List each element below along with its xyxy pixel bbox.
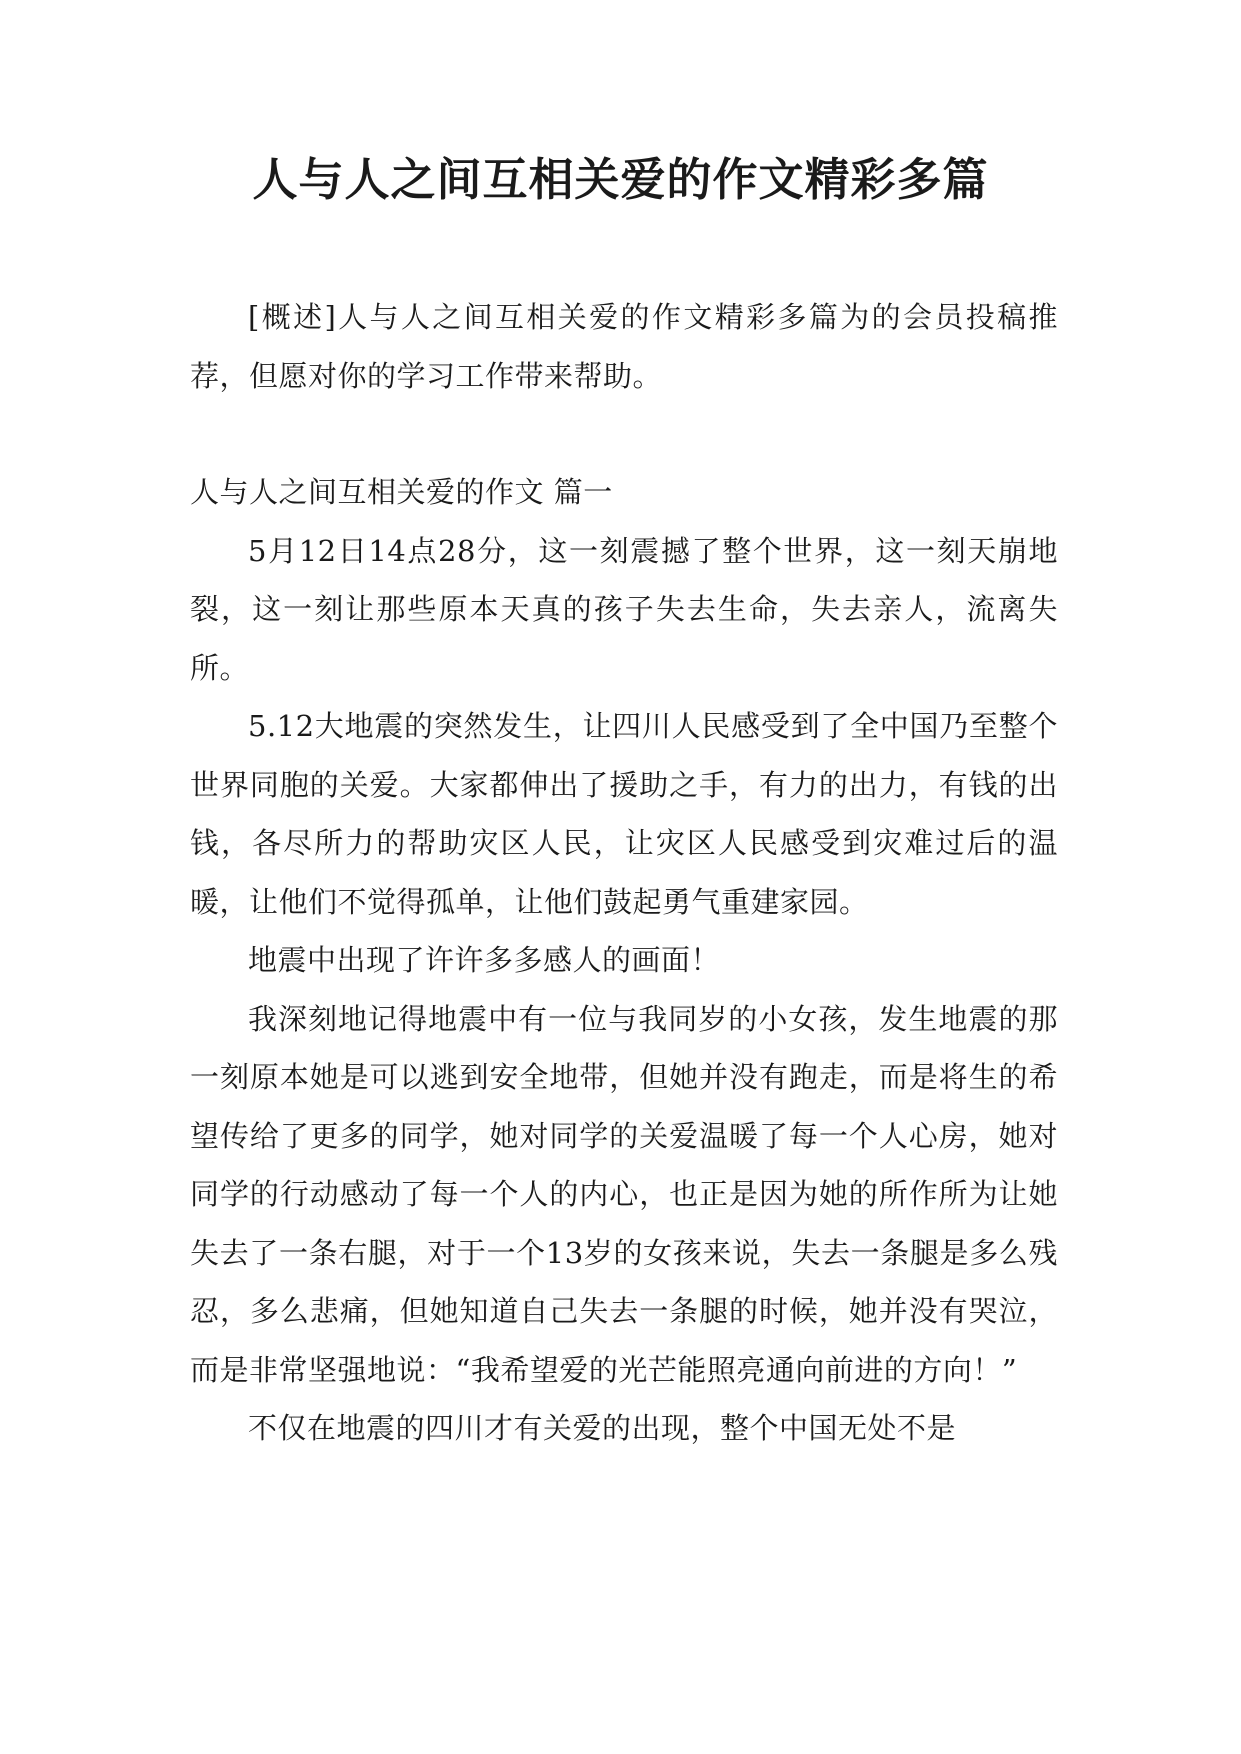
- document-body: [190, 288, 1058, 1458]
- body-paragraph: 5月12日14点28分，这一刻震撼了整个世界，这一刻天崩地裂，这一刻让那些原本天真的孩子失去生命，失去亲人，流离失所。: [190, 533, 1058, 685]
- body-paragraph: 5.12大地震的突然发生，让四川人民感受到了全中国乃至整个世界同胞的关爱。大家都伸出了援助之手，有力的出力，有钱的出钱，各尽所力的帮助灾区人民，让灾区人民感受到灾难过后的温暖，让他们不觉得孤单，让他们鼓起勇气重建家园。: [190, 709, 1058, 919]
- body-paragraph: 不仅在地震的四川才有关爱的出现，整个中国无处不是: [248, 1411, 957, 1445]
- summary-paragraph: [概述]人与人之间互相关爱的作文精彩多篇为的会员投稿推荐，但愿对你的学习工作带来帮助。: [190, 300, 1058, 393]
- document-title: 人与人之间互相关爱的作文精彩多篇: [252, 153, 989, 206]
- body-paragraph: 地震中出现了许许多多感人的画面！: [248, 943, 721, 977]
- body-paragraph: 我深刻地记得地震中有一位与我同岁的小女孩，发生地震的那一刻原本她是可以逃到安全地带，但她并没有跑走，而是将生的希望传给了更多的同学，她对同学的关爱温暖了每一个人心房，她对同学的行动感动了每一个人的内心，也正是因为她的所作所为让她失去了一条右腿，对于一个13岁的女孩来说，失去一条腿是多么残忍，多么悲痛，但她知道自己失去一条腿的时候，她并没有哭泣，而是非常坚强地说：“我希望爱的光芒能照亮通向前进的方向！”: [190, 1001, 1058, 1387]
- section-heading: 人与人之间互相关爱的作文 篇一: [190, 475, 613, 509]
